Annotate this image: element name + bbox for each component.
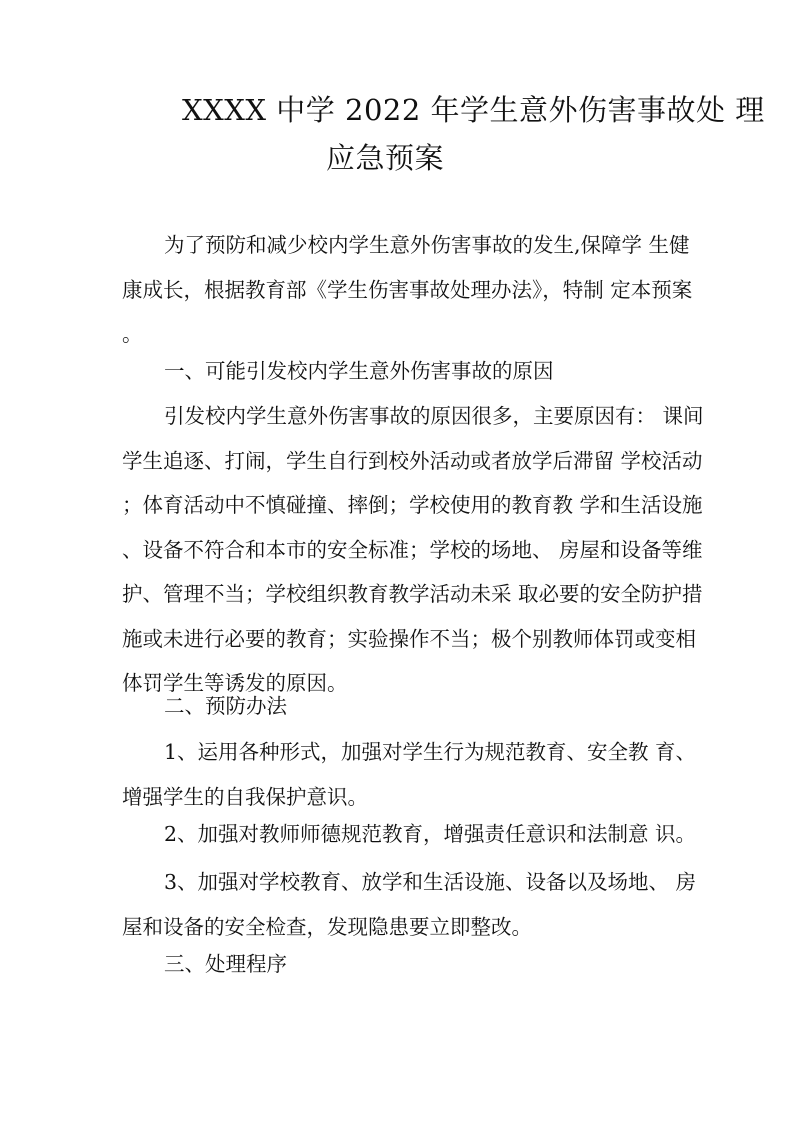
prevention-item-3: [122, 860, 714, 949]
heading-text: 三、处理程序: [164, 952, 287, 976]
paragraph-line: 屋和设备的安全检查，发现隐患要立即整改。: [122, 914, 532, 939]
paragraph-line: 3、加强对学校教育、放学和生活设施、设备以及场地、 房: [164, 870, 697, 894]
paragraph-line: 体罚学生等诱发的原因。: [122, 671, 348, 695]
paragraph-line: 施或未进行必要的教育；实验操作不当；极个别教师体罚或变相: [122, 626, 696, 651]
paragraph-line: 1、运用各种形式，加强对学生行为规范教育、安全教 育、: [164, 740, 697, 764]
paragraph-line: 康成长，根据教育部《学生伤害事故处理办法》，特制 定本预案: [122, 277, 693, 302]
paragraph-line: 护、管理不当；学校组织教育教学活动未采 取必要的安全防护措: [122, 582, 703, 606]
paragraph-line: 为了预防和减少校内学生意外伤害事故的发生,保障学 生健: [164, 233, 690, 257]
section-heading-procedure: [122, 942, 714, 987]
causes-paragraph: [122, 394, 714, 706]
section-heading-prevention: [122, 684, 714, 729]
paragraph-line: 引发校内学生意外伤害事故的原因很多，主要原因有： 课间: [164, 404, 704, 428]
paragraph-line: ；体育活动中不慎碰撞、摔倒；学校使用的教育教 学和生活设施: [122, 493, 703, 517]
section-heading-causes: [122, 349, 714, 394]
paragraph-line: 、设备不符合和本市的安全标准；学校的场地、 房屋和设备等维: [122, 537, 703, 562]
prevention-item-1: [122, 730, 714, 819]
paragraph-line: 。: [122, 322, 143, 346]
heading-text: 一、可能引发校内学生意外伤害事故的原因: [164, 359, 554, 383]
prevention-item-2: [122, 812, 714, 857]
paragraph-line: 2、加强对教师师德规范教育，增强责任意识和法制意 识。: [164, 822, 697, 846]
intro-paragraph: [122, 223, 714, 357]
paragraph-line: 学生追逐、打闹，学生自行到校外活动或者放学后滞留 学校活动: [122, 448, 703, 473]
heading-text: 二、预防办法: [164, 694, 287, 718]
document-title-line1: XXXX 中学 2022 年学生意外伤害事故处 理: [182, 93, 765, 127]
document-title-line2: 应急预案: [326, 141, 445, 175]
paragraph-line: 增强学生的自我保护意识。: [122, 784, 368, 809]
